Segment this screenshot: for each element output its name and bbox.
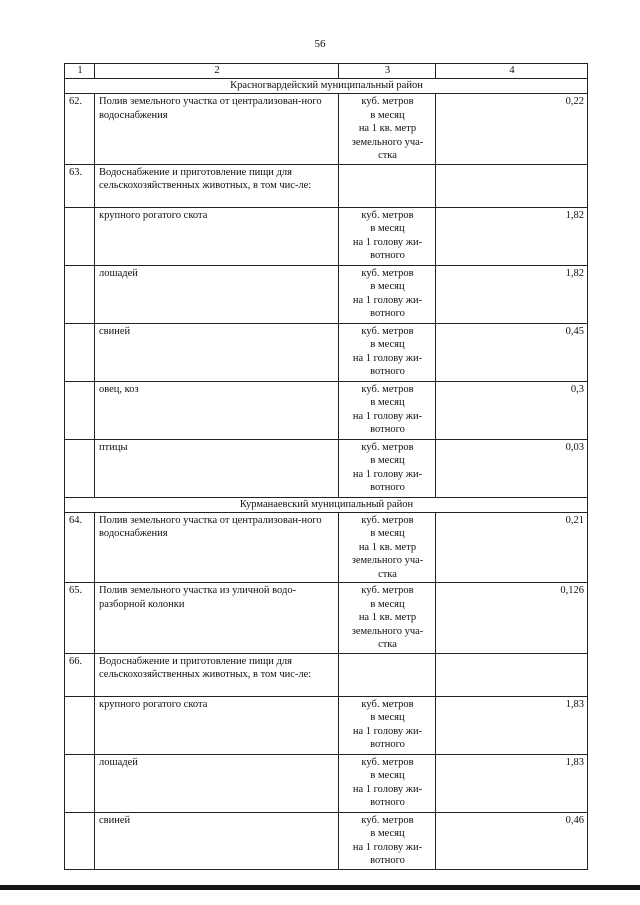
row-number <box>65 696 95 754</box>
row-unit: куб. метров в месяц на 1 кв. метр земельного уча- стка <box>339 512 436 583</box>
table-row-63-pigs <box>65 323 588 381</box>
row-value: 0,03 <box>436 439 588 497</box>
water-norms-table <box>64 63 588 870</box>
row-unit: куб. метров в месяц на 1 голову жи- вотного <box>339 381 436 439</box>
row-number <box>65 265 95 323</box>
table-row-66-pigs <box>65 812 588 869</box>
row-description: Полив земельного участка из уличной водо-разборной колонки <box>95 583 339 654</box>
row-unit: куб. метров в месяц на 1 голову жи- вотного <box>339 265 436 323</box>
row-number: 64. <box>65 512 95 583</box>
row-number <box>65 207 95 265</box>
row-description: крупного рогатого скота <box>95 696 339 754</box>
table-row-62 <box>65 94 588 165</box>
row-number: 63. <box>65 164 95 207</box>
table-row-66-horses <box>65 754 588 812</box>
row-number <box>65 439 95 497</box>
column-2-header: 2 <box>95 64 339 79</box>
row-description: Водоснабжение и приготовление пищи для сельскохозяйственных животных, в том чис-ле: <box>95 164 339 207</box>
row-description: овец, коз <box>95 381 339 439</box>
row-value <box>436 653 588 696</box>
table-row-66-cattle <box>65 696 588 754</box>
table-row-63-cattle <box>65 207 588 265</box>
page-number: 56 <box>314 38 326 50</box>
row-description: лошадей <box>95 754 339 812</box>
section-title: Курманаевский муниципальный район <box>65 497 588 512</box>
row-value: 0,126 <box>436 583 588 654</box>
row-unit: куб. метров в месяц на 1 кв. метр земельного уча- стка <box>339 583 436 654</box>
row-unit <box>339 164 436 207</box>
table-row-63-horses <box>65 265 588 323</box>
row-number <box>65 812 95 869</box>
table-row-64 <box>65 512 588 583</box>
row-description: птицы <box>95 439 339 497</box>
row-value: 0,46 <box>436 812 588 869</box>
row-value: 1,82 <box>436 207 588 265</box>
row-unit: куб. метров в месяц на 1 голову жи- вотного <box>339 754 436 812</box>
row-number <box>65 381 95 439</box>
row-value: 1,83 <box>436 754 588 812</box>
footer-rule <box>0 885 640 890</box>
row-value <box>436 164 588 207</box>
column-4-header: 4 <box>436 64 588 79</box>
table-row-63 <box>65 164 588 207</box>
row-value: 0,22 <box>436 94 588 165</box>
column-3-header: 3 <box>339 64 436 79</box>
row-value: 1,83 <box>436 696 588 754</box>
row-description: Полив земельного участка от централизован-ного водоснабжения <box>95 512 339 583</box>
row-value: 0,3 <box>436 381 588 439</box>
section-title: Красногвардейский муниципальный район <box>65 79 588 94</box>
row-description: Водоснабжение и приготовление пищи для сельскохозяйственных животных, в том чис-ле: <box>95 653 339 696</box>
table-row-63-poultry <box>65 439 588 497</box>
table-row-63-sheep-goats <box>65 381 588 439</box>
column-1-header: 1 <box>65 64 95 79</box>
section-row-kurmanaevsky <box>65 497 588 512</box>
section-row-krasnogvardeysky <box>65 79 588 94</box>
table-row-66 <box>65 653 588 696</box>
column-number-row <box>65 64 588 79</box>
row-number: 65. <box>65 583 95 654</box>
row-description: свиней <box>95 812 339 869</box>
row-description: свиней <box>95 323 339 381</box>
row-value: 0,45 <box>436 323 588 381</box>
row-number <box>65 323 95 381</box>
row-description: крупного рогатого скота <box>95 207 339 265</box>
row-description: лошадей <box>95 265 339 323</box>
row-unit: куб. метров в месяц на 1 голову жи- вотного <box>339 439 436 497</box>
row-unit: куб. метров в месяц на 1 кв. метр земельного уча- стка <box>339 94 436 165</box>
row-description: Полив земельного участка от централизован-ного водоснабжения <box>95 94 339 165</box>
row-number: 62. <box>65 94 95 165</box>
row-unit: куб. метров в месяц на 1 голову жи- вотного <box>339 323 436 381</box>
row-unit: куб. метров в месяц на 1 голову жи- вотного <box>339 207 436 265</box>
row-number <box>65 754 95 812</box>
row-unit: куб. метров в месяц на 1 голову жи- вотного <box>339 696 436 754</box>
row-number: 66. <box>65 653 95 696</box>
table-row-65 <box>65 583 588 654</box>
row-unit <box>339 653 436 696</box>
row-unit: куб. метров в месяц на 1 голову жи- вотного <box>339 812 436 869</box>
row-value: 0,21 <box>436 512 588 583</box>
row-value: 1,82 <box>436 265 588 323</box>
